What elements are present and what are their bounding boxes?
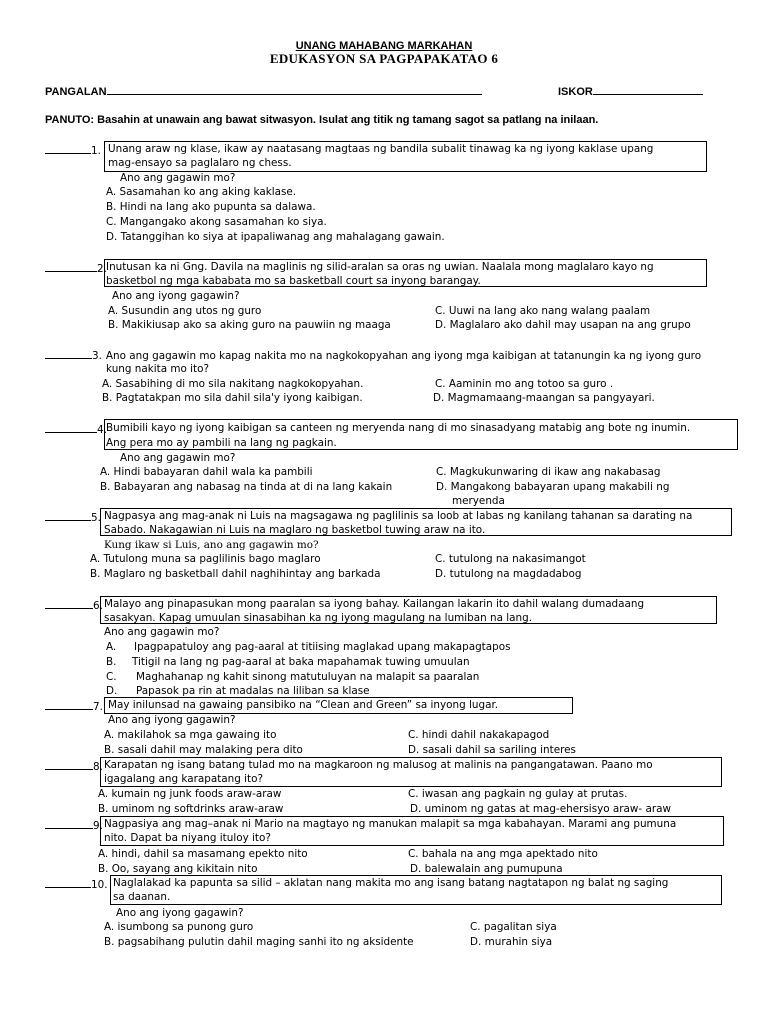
choice-a: A. Sasamahan ko ang aking kaklase. [106,186,297,198]
situation-line: nito. Dapat ba niyang ituloy ito? [104,832,271,844]
situation-line: igagalang ang karapatang ito? [104,773,263,785]
question-number: 7. [93,701,103,713]
choice-d-continued: meryenda [452,495,505,507]
situation-line: May inilunsad na gawaing pansibiko na “Clean and Green” sa inyong lugar. [108,699,499,711]
question-number: 1. [91,145,101,157]
choice-letter: A. [106,641,117,653]
situation-line: kung nakita mo ito? [106,363,209,375]
answer-blank-row [45,759,103,774]
choice-c: C. pagalitan siya [470,921,557,933]
answer-blank-row [45,261,107,276]
question-number: 4. [97,424,107,436]
choice-b [106,655,470,669]
question-prompt: Ano ang iyong gagawin? [112,290,240,302]
answer-blank-row [45,143,101,158]
answer-blank[interactable] [45,598,93,609]
instructions: PANUTO: Basahin at unawain ang bawat sitwasyon. Isulat ang titik ng tamang sagot sa patlang na inilaan. [45,114,599,126]
situation-line: Ano ang gagawin mo kapag nakita mo na nagkokopyahan ang iyong mga kaibigan at tatanungin ka ng iyong guro [105,350,702,362]
question-number: 10. [91,879,108,891]
choice-d: D. uminom ng gatas at mag-ehersisyo araw- araw [410,803,671,815]
choice-a: A. hindi, dahil sa masamang epekto nito [98,848,308,860]
question-number: 2. [97,263,107,275]
question-number: 9. [93,820,103,832]
choice-c: C. tutulong na nakasimangot [435,553,586,565]
choice-c: C. Aaminin mo ang totoo sa guro . [435,378,614,390]
choice-d: D. tutulong na magdadabog [435,568,582,580]
choice-a: A. kumain ng junk foods araw-araw [98,788,282,800]
question-prompt: Kung ikaw si Luis, ano ang gagawin mo? [104,539,319,551]
answer-blank[interactable] [45,348,92,359]
choice-text: Ipagpapatuloy ang pag-aaral at titiising maglakad upang makapagtapos [134,641,511,653]
subject-title: EDUKASYON SA PAGPAPAKATAO 6 [269,51,499,66]
answer-blank[interactable] [45,877,91,888]
answer-blank[interactable] [45,699,93,710]
choice-a: A. Tutulong muna sa paglilinis bago maglaro [90,553,321,565]
question-prompt: Ano ang iyong gagawin? [116,907,244,919]
choice-b: B. Pagtatakpan mo sila dahil sila'y iyong kaibigan. [102,392,363,404]
question-prompt: Ano ang gagawin mo? [120,452,236,464]
choice-letter: B. [106,656,117,668]
answer-blank[interactable] [45,510,91,521]
markahan-title: UNANG MAHABANG MARKAHAN [295,40,473,52]
choice-text: Maghahanap ng kahit sinong matutuluyan na malapit sa paaralan [136,671,480,683]
answer-blank-row [45,598,103,613]
answer-blank[interactable] [45,818,93,829]
answer-blank-row [45,348,701,363]
situation-line: Nagpasiya ang mag–anak ni Mario na magtayo ng manukan malapit sa mga kabahayan. Marami ang pumuna [104,818,677,830]
answer-blank-row [45,877,108,892]
choice-c: C. Magkukunwaring di ikaw ang nakabasag [436,466,661,478]
question-number: 6. [93,600,103,612]
situation-line: Inutusan ka ni Gng. Davila na maglinis ng silid-aralan sa oras ng uwian. Naalala mong maglalaro kayo ng [106,261,654,273]
choice-b: B. Maglaro ng basketball dahil naghihintay ang barkada [90,568,381,580]
situation-line: Unang araw ng klase, ikaw ay naatasang magtaas ng bandila subalit tinawag ka ng iyong kaklase upang [108,143,654,155]
score-label: ISKOR [558,86,593,98]
choice-d: D. sasali dahil sa sariling interes [408,744,576,756]
answer-blank[interactable] [45,759,93,770]
answer-blank-row [45,422,107,437]
choice-letter: D. [106,685,118,697]
choice-b: B. Hindi na lang ako pupunta sa dalawa. [106,201,316,213]
name-blank[interactable] [107,84,482,95]
choice-a [106,640,511,654]
choice-c: C. hindi dahil nakakapagod [408,729,550,741]
choice-text: Papasok pa rin at madalas na liliban sa klase [136,685,370,697]
choice-a: A. Susundin ang utos ng guro [108,305,262,317]
situation-line: Bumibili kayo ng iyong kaibigan sa canteen ng meryenda nang di mo sinasadyang matabig ang bote ng inumin. [106,422,691,434]
question-number: 3. [92,350,102,362]
question-prompt: Ano ang gagawin mo? [120,172,236,184]
situation-line: mag-ensayo sa paglalaro ng chess. [108,157,292,169]
question-number: 8. [93,761,103,773]
answer-blank[interactable] [45,261,97,272]
choice-c: C. iwasan ang pagkain ng gulay at prutas. [408,788,628,800]
question-prompt: Ano ang iyong gagawin? [108,714,236,726]
choice-a: A. Hindi babayaran dahil wala ka pambili [100,466,313,478]
score-row [558,84,703,99]
answer-blank[interactable] [45,143,91,154]
answer-blank[interactable] [45,422,97,433]
answer-blank-row [45,510,101,525]
choice-c: C. Uuwi na lang ako nang walang paalam [435,305,651,317]
answer-blank-row [45,699,103,714]
score-blank[interactable] [593,84,703,95]
choice-a: A. Sasabihing di mo sila nakitang nagkokopyahan. [102,378,364,390]
situation-line: Nagpasya ang mag-anak ni Luis na magsagawa ng paglilinis sa loob at labas ng kanilang tahanan sa darating na [104,510,693,522]
choice-c: C. Mangangako akong sasamahan ko siya. [106,216,327,228]
question-number: 5. [91,512,101,524]
choice-b: B. uminom ng softdrinks araw-araw [98,803,284,815]
choice-d [106,684,370,698]
choice-letter: C. [106,671,117,683]
name-row [45,84,482,99]
question-prompt: Ano ang gagawin mo? [104,626,220,638]
choice-a: A. makilahok sa mga gawaing ito [104,729,277,741]
situation-line: Naglalakad ka papunta sa silid – aklatan nang makita mo ang isang batang nagtatapon ng balat ng saging [113,877,669,889]
choice-b: B. Oo, sayang ang kikitain nito [98,863,258,875]
situation-line: sa daanan. [113,891,171,903]
choice-d: D. Mangakong babayaran upang makabili ng [436,481,670,493]
choice-d: D. balewalain ang pumupuna [410,863,563,875]
choice-c [106,670,480,684]
choice-b: B. pagsabihang pulutin dahil maging sanhi ito ng aksidente [104,936,414,948]
situation-line: basketbol ng mga kababata mo sa basketball court sa inyong barangay. [106,275,481,287]
situation-line: Malayo ang pinapasukan mong paaralan sa iyong bahay. Kailangan lakarin ito dahil walang dumadaang [104,598,645,610]
situation-line: Ang pera mo ay pambili na lang ng pagkain. [106,437,337,449]
choice-d: D. Magmamaang-maangan sa pangyayari. [433,392,655,404]
name-label: PANGALAN [45,86,107,98]
choice-a: A. isumbong sa punong guro [104,921,254,933]
answer-blank-row [45,818,103,833]
choice-d: D. murahin siya [470,936,553,948]
choice-b: B. Babayaran ang nabasag na tinda at di na lang kakain [100,481,393,493]
situation-line: Sabado. Nakagawian ni Luis na maglaro ng basketbol tuwing araw na ito. [104,524,486,536]
choice-b: B. sasali dahil may malaking pera dito [104,744,303,756]
situation-line: Karapatan ng isang batang tulad mo na magkaroon ng malusog at malinis na pangangatawan. Paano mo [104,759,653,771]
choice-text: Titigil na lang ng pag-aaral at baka mapahamak tuwing umuulan [132,656,470,668]
situation-line: sasakyan. Kapag umuulan sinasabihan ka ng iyong magulang na lumiban na lang. [104,612,533,624]
choice-b: B. Makikiusap ako sa aking guro na pauwiin ng maaga [108,319,391,331]
choice-d: D. Tatanggihan ko siya at ipapaliwanag ang mahalagang gawain. [106,231,445,243]
choice-d: D. Maglalaro ako dahil may usapan na ang grupo [435,319,691,331]
choice-c: C. bahala na ang mga apektado nito [408,848,598,860]
